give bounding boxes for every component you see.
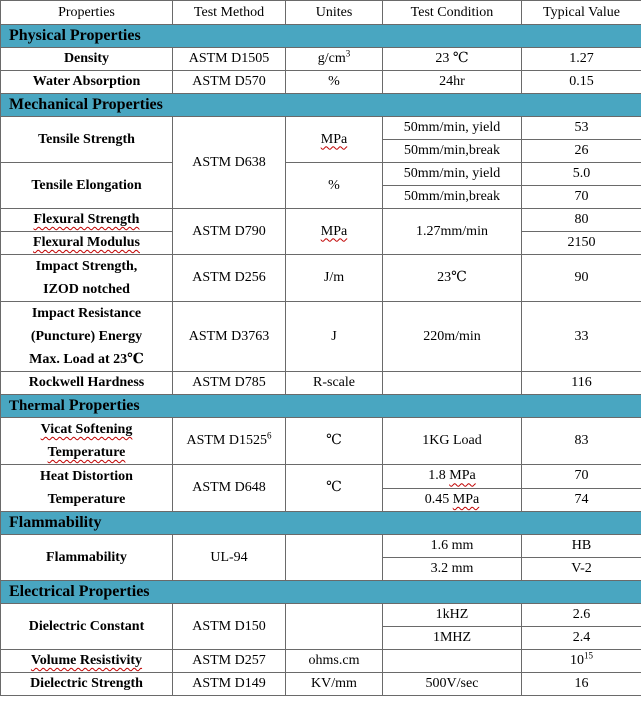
- property-text: Flexural Modulus: [33, 235, 140, 250]
- value-base: 10: [570, 653, 584, 668]
- property-heat-distortion: [1, 465, 173, 512]
- value-exponent: 15: [584, 650, 593, 661]
- property-text: Vicat Softening: [40, 422, 133, 437]
- condition-cell: 1.27mm/min: [383, 209, 522, 255]
- property-impact-resistance: [1, 302, 173, 372]
- property-density: Density: [1, 48, 173, 71]
- condition-cell: [383, 372, 522, 395]
- header-typical-value: Typical Value: [522, 1, 641, 25]
- condition-cell: 1.6 mm: [383, 535, 522, 558]
- header-test-method: Test Method: [173, 1, 286, 25]
- value-cell: 74: [522, 488, 641, 512]
- section-title-electrical: Electrical Properties: [1, 581, 641, 604]
- header-unites: Unites: [286, 1, 383, 25]
- section-title-word: Properties: [68, 397, 140, 414]
- property-line: [5, 441, 168, 464]
- method-cell: ASTM D256: [173, 255, 286, 302]
- condition-cell: [383, 465, 522, 489]
- condition-cell: 50mm/min,break: [383, 186, 522, 209]
- value-cell: 53: [522, 117, 641, 140]
- condition-number: 0.45: [424, 491, 450, 507]
- value-cell: 0.15: [522, 71, 641, 94]
- value-cell: V-2: [522, 558, 641, 581]
- method-text: ASTM D1525: [186, 433, 267, 448]
- value-cell: 33: [522, 302, 641, 372]
- table-row: [1, 604, 641, 627]
- unit-cell: [286, 209, 383, 255]
- table-row: [1, 209, 641, 232]
- section-thermal: [1, 395, 641, 418]
- table-row: [1, 465, 641, 489]
- method-cell: ASTM D150: [173, 604, 286, 650]
- property-line: Heat Distortion: [40, 469, 133, 484]
- condition-cell: 23 ℃: [383, 48, 522, 71]
- method-cell: ASTM D257: [173, 650, 286, 673]
- section-title-mechanical: Mechanical Properties: [1, 94, 641, 117]
- value-cell: 90: [522, 255, 641, 302]
- condition-unit: MPa: [452, 491, 480, 507]
- value-cell: 70: [522, 465, 641, 489]
- condition-cell: 24hr: [383, 71, 522, 94]
- value-cell: 26: [522, 140, 641, 163]
- value-cell: 5.0: [522, 163, 641, 186]
- table-row: [1, 535, 641, 558]
- condition-unit: MPa: [449, 468, 476, 484]
- table-row: [1, 650, 641, 673]
- table-row: [1, 673, 641, 696]
- method-cell: ASTM D638: [173, 117, 286, 209]
- unit-superscript: 3: [345, 48, 351, 59]
- unit-text: g/cm: [317, 51, 346, 66]
- property-text: Flexural Strength: [33, 212, 140, 227]
- method-cell: ASTM D3763: [173, 302, 286, 372]
- property-flexural-strength: [1, 209, 173, 232]
- section-physical: [1, 25, 641, 48]
- header-test-condition: Test Condition: [383, 1, 522, 25]
- unit-cell: ohms.cm: [286, 650, 383, 673]
- condition-cell: 220m/min: [383, 302, 522, 372]
- condition-cell: 50mm/min, yield: [383, 163, 522, 186]
- property-line: Impact Strength,: [35, 259, 138, 274]
- table-row: [1, 71, 641, 94]
- section-flammability: [1, 512, 641, 535]
- value-cell: 1.27: [522, 48, 641, 71]
- table-row: [1, 48, 641, 71]
- condition-cell: 3.2 mm: [383, 558, 522, 581]
- property-flexural-modulus: [1, 232, 173, 255]
- unit-text: MPa: [320, 131, 348, 147]
- property-tensile-strength: Tensile Strength: [1, 117, 173, 163]
- method-cell: ASTM D648: [173, 465, 286, 512]
- unit-cell: KV/mm: [286, 673, 383, 696]
- table-row: [1, 372, 641, 395]
- unit-cell: J: [286, 302, 383, 372]
- method-cell: ASTM D570: [173, 71, 286, 94]
- method-cell: ASTM D790: [173, 209, 286, 255]
- condition-number: 1.8: [428, 468, 446, 484]
- unit-cell: %: [286, 71, 383, 94]
- property-line: Max. Load at 23℃: [29, 352, 144, 367]
- header-row: [1, 1, 641, 25]
- unit-cell: J/m: [286, 255, 383, 302]
- property-flammability: Flammability: [1, 535, 173, 581]
- condition-cell: [383, 650, 522, 673]
- property-text: Temperature: [47, 445, 126, 460]
- value-cell: 16: [522, 673, 641, 696]
- condition-cell: 50mm/min, yield: [383, 117, 522, 140]
- unit-cell: ℃: [286, 465, 383, 512]
- value-cell: 70: [522, 186, 641, 209]
- unit-cell: ℃: [286, 418, 383, 465]
- table-row: [1, 418, 641, 465]
- method-cell: UL-94: [173, 535, 286, 581]
- table-row: [1, 117, 641, 140]
- value-cell: 116: [522, 372, 641, 395]
- section-electrical: [1, 581, 641, 604]
- unit-text: MPa: [320, 223, 348, 239]
- condition-cell: 50mm/min,break: [383, 140, 522, 163]
- unit-cell: %: [286, 163, 383, 209]
- unit-cell: [286, 48, 383, 71]
- value-cell: 2.6: [522, 604, 641, 627]
- property-text: Volume Resistivity: [30, 653, 143, 668]
- property-dielectric-strength: Dielectric Strength: [1, 673, 173, 696]
- property-water-absorption: Water Absorption: [1, 71, 173, 94]
- value-cell: 2150: [522, 232, 641, 255]
- unit-cell: [286, 535, 383, 581]
- property-line: IZOD notched: [43, 282, 130, 297]
- condition-cell: 1kHZ: [383, 604, 522, 627]
- value-cell: 83: [522, 418, 641, 465]
- section-title-flammability: Flammability: [1, 512, 641, 535]
- property-dielectric-constant: Dielectric Constant: [1, 604, 173, 650]
- table-row: [1, 302, 641, 372]
- condition-cell: 23℃: [383, 255, 522, 302]
- value-cell: HB: [522, 535, 641, 558]
- condition-cell: 1MHZ: [383, 627, 522, 650]
- value-cell: 2.4: [522, 627, 641, 650]
- property-line: Impact Resistance: [31, 306, 142, 321]
- value-cell: [522, 650, 641, 673]
- section-title-word: Thermal: [9, 398, 65, 414]
- method-cell: ASTM D1505: [173, 48, 286, 71]
- method-cell: ASTM D785: [173, 372, 286, 395]
- unit-cell: R-scale: [286, 372, 383, 395]
- section-title-physical: Physical Properties: [1, 25, 641, 48]
- section-mechanical: [1, 94, 641, 117]
- section-title-thermal: [1, 395, 641, 418]
- condition-cell: 500V/sec: [383, 673, 522, 696]
- property-vicat-softening: [1, 418, 173, 465]
- table-row: [1, 163, 641, 186]
- property-tensile-elongation: Tensile Elongation: [1, 163, 173, 209]
- value-cell: 80: [522, 209, 641, 232]
- method-cell: [173, 418, 286, 465]
- header-properties: Properties: [1, 1, 173, 25]
- property-line: Temperature: [47, 492, 126, 507]
- property-line: (Puncture) Energy: [30, 329, 143, 344]
- property-impact-strength: [1, 255, 173, 302]
- unit-cell: [286, 604, 383, 650]
- condition-cell: 1KG Load: [383, 418, 522, 465]
- method-superscript: 6: [267, 430, 272, 441]
- table-row: [1, 255, 641, 302]
- condition-cell: [383, 488, 522, 512]
- property-volume-resistivity: [1, 650, 173, 673]
- property-line: [5, 418, 168, 441]
- method-cell: ASTM D149: [173, 673, 286, 696]
- property-rockwell-hardness: Rockwell Hardness: [1, 372, 173, 395]
- unit-cell: [286, 117, 383, 163]
